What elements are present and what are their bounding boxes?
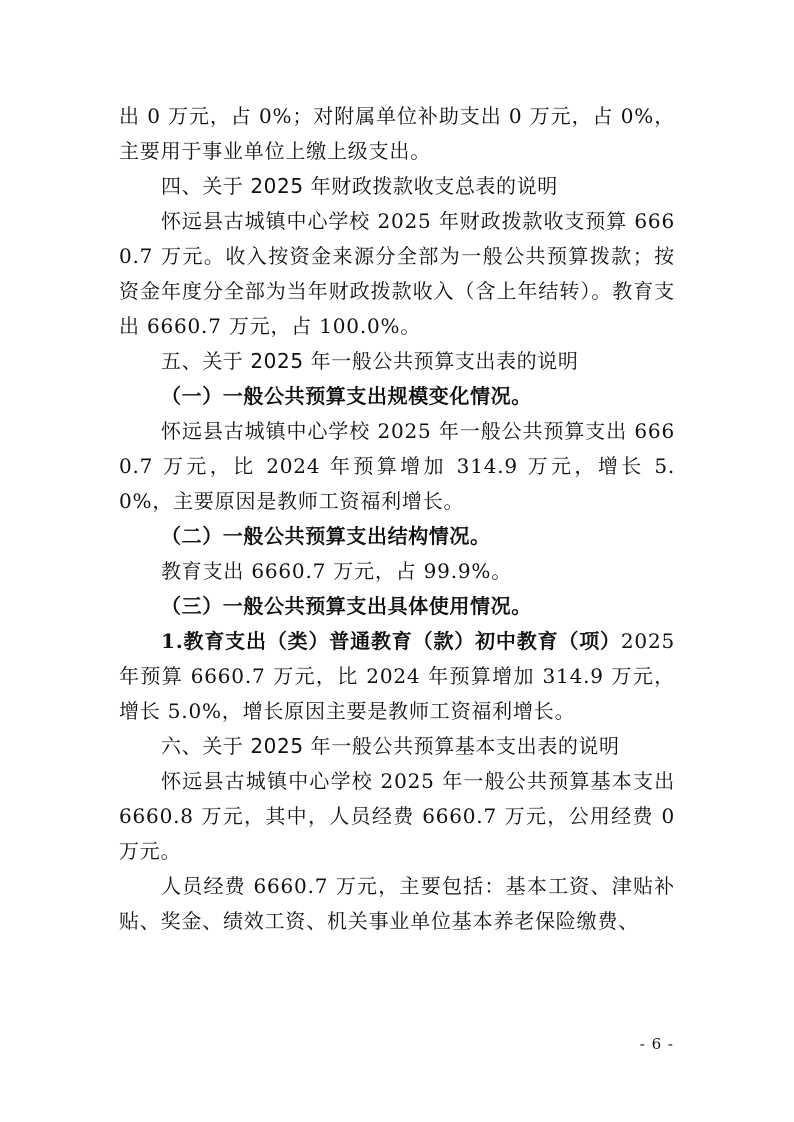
paragraph-usage xyxy=(119,624,675,729)
paragraph-personnel-cost: 人员经费 6660.7 万元，主要包括：基本工资、津贴补贴、奖金、绩效工资、机关事业单位基本养老保险缴费、 xyxy=(119,874,675,933)
document-body xyxy=(119,99,675,939)
section-heading-5: 五、关于 2025 年一般公共预算支出表的说明 xyxy=(161,349,579,373)
subheading-structure: （二）一般公共预算支出结构情况。 xyxy=(161,524,491,548)
page-number: - 6 - xyxy=(639,1035,674,1053)
paragraph-fiscal-summary: 怀远县古城镇中心学校 2025 年财政拨款收支预算 6660.7 万元。收入按资金来源分全部为一般公共预算拨款；按资金年度分全部为当年财政拨款收入（含上年结转）。教育支出 6660.7 万元，占 100.0%。 xyxy=(119,209,675,338)
subheading-scale-change: （一）一般公共预算支出规模变化情况。 xyxy=(161,384,532,408)
usage-item-text: 2025 年预算 6660.7 万元，比 2024 年预算增加 314.9 万元，增长 5.0%，增长原因主要是教师工资福利增长。 xyxy=(119,629,675,723)
paragraph-continuation: 出 0 万元，占 0%；对附属单位补助支出 0 万元，占 0%，主要用于事业单位上缴上级支出。 xyxy=(119,104,675,163)
paragraph-scale-change: 怀远县古城镇中心学校 2025 年一般公共预算支出 6660.7 万元，比 2024 年预算增加 314.9 万元，增长 5.0%，主要原因是教师工资福利增长。 xyxy=(119,419,675,513)
subheading-usage: （三）一般公共预算支出具体使用情况。 xyxy=(161,594,532,618)
paragraph-structure: 教育支出 6660.7 万元，占 99.9%。 xyxy=(161,559,512,583)
section-heading-6: 六、关于 2025 年一般公共预算基本支出表的说明 xyxy=(161,734,620,758)
section-heading-4: 四、关于 2025 年财政拨款收支总表的说明 xyxy=(161,174,558,198)
usage-item-label: 1.教育支出（类）普通教育（款）初中教育（项） xyxy=(161,629,621,653)
paragraph-basic-expenditure: 怀远县古城镇中心学校 2025 年一般公共预算基本支出 6660.8 万元，其中，人员经费 6660.7 万元，公用经费 0 万元。 xyxy=(119,769,675,863)
